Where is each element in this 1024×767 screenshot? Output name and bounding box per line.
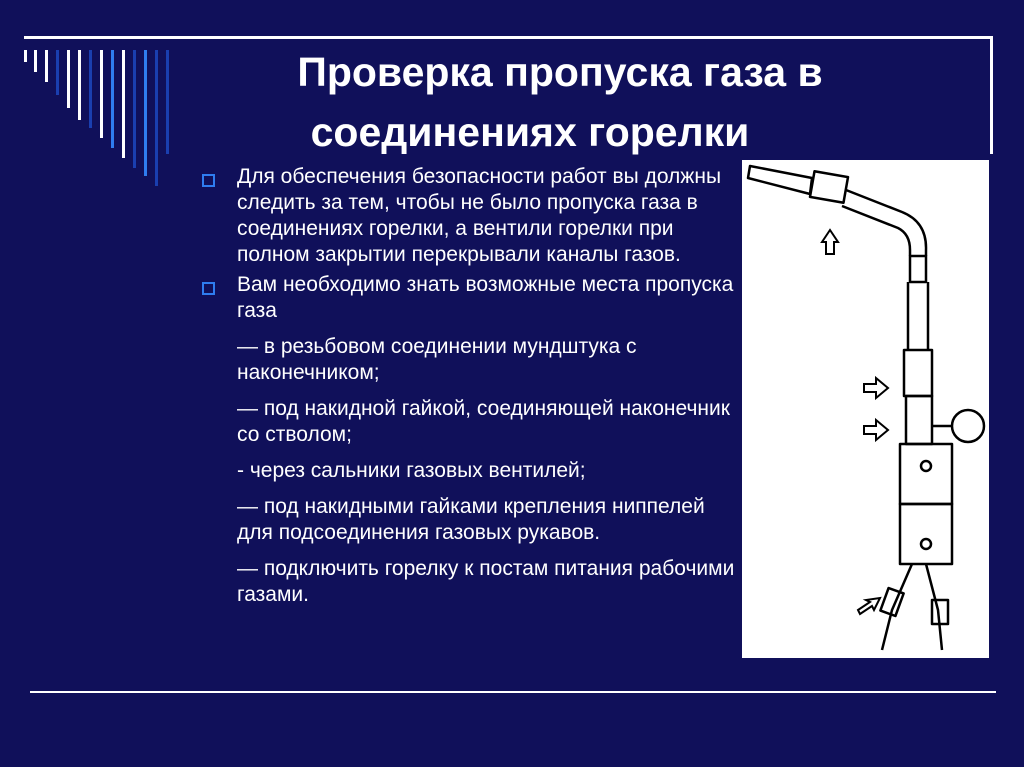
stripe <box>34 50 37 72</box>
sub-item: — в резьбовом соединении мундштука с наконечником; <box>237 335 637 384</box>
tube-bottom <box>842 206 910 256</box>
barrel <box>908 282 928 350</box>
title-line-2: соединениях горелки <box>310 109 750 155</box>
stripe <box>111 50 114 148</box>
stripe <box>133 50 136 168</box>
stripe <box>100 50 103 138</box>
bullet-item <box>200 272 740 324</box>
stripe <box>122 50 125 158</box>
stripe <box>89 50 92 128</box>
sub-item: — под накидной гайкой, соединяющей наконечник со стволом; <box>237 397 730 446</box>
nipple-right <box>926 564 942 650</box>
sub-item: — под накидными гайками крепления ниппелей для подсоединения газовых рукавов. <box>237 495 705 544</box>
valve-wheel <box>952 410 984 442</box>
bottom-rule <box>30 691 996 693</box>
screw <box>921 539 931 549</box>
right-rule <box>990 36 993 154</box>
nozzle-nut <box>810 171 848 203</box>
valve-body <box>906 396 932 444</box>
bullet-item <box>200 164 740 268</box>
top-rule <box>24 36 992 39</box>
handle-upper <box>900 444 952 504</box>
nipple-left <box>882 564 912 650</box>
sub-item: — подключить горелку к постам питания рабочими газами. <box>237 557 735 606</box>
handle-lower <box>900 504 952 564</box>
welding-torch-drawing-icon <box>742 160 989 658</box>
sub-item: - через сальники газовых вентилей; <box>237 459 586 482</box>
stripe <box>24 50 27 62</box>
slide-body <box>200 164 740 614</box>
bullet-text: Для обеспечения безопасности работ вы должны следить за тем, чтобы не было пропуска газа в соединениях горелки, а вентили горелки при полном закрытии перекрывали каналы газов. <box>237 165 722 266</box>
stripe <box>56 50 59 95</box>
stripe <box>45 50 48 82</box>
screw <box>921 461 931 471</box>
stripe <box>78 50 81 120</box>
bullet-text: Вам необходимо знать возможные места пропуска газа <box>237 273 734 322</box>
title-line-1: Проверка пропуска газа в <box>297 49 823 95</box>
nozzle-tip <box>748 166 812 194</box>
leak-arrow-icon <box>822 230 838 254</box>
stripe <box>67 50 70 108</box>
union-nut <box>904 350 932 396</box>
slide-title <box>200 42 920 162</box>
leak-arrow-icon <box>858 598 880 614</box>
welding-torch-figure <box>742 160 989 658</box>
square-bullet-icon <box>202 282 215 295</box>
barrel-joint <box>910 256 926 282</box>
square-bullet-icon <box>202 174 215 187</box>
leak-arrow-icon <box>864 378 888 398</box>
leak-arrow-icon <box>864 420 888 440</box>
